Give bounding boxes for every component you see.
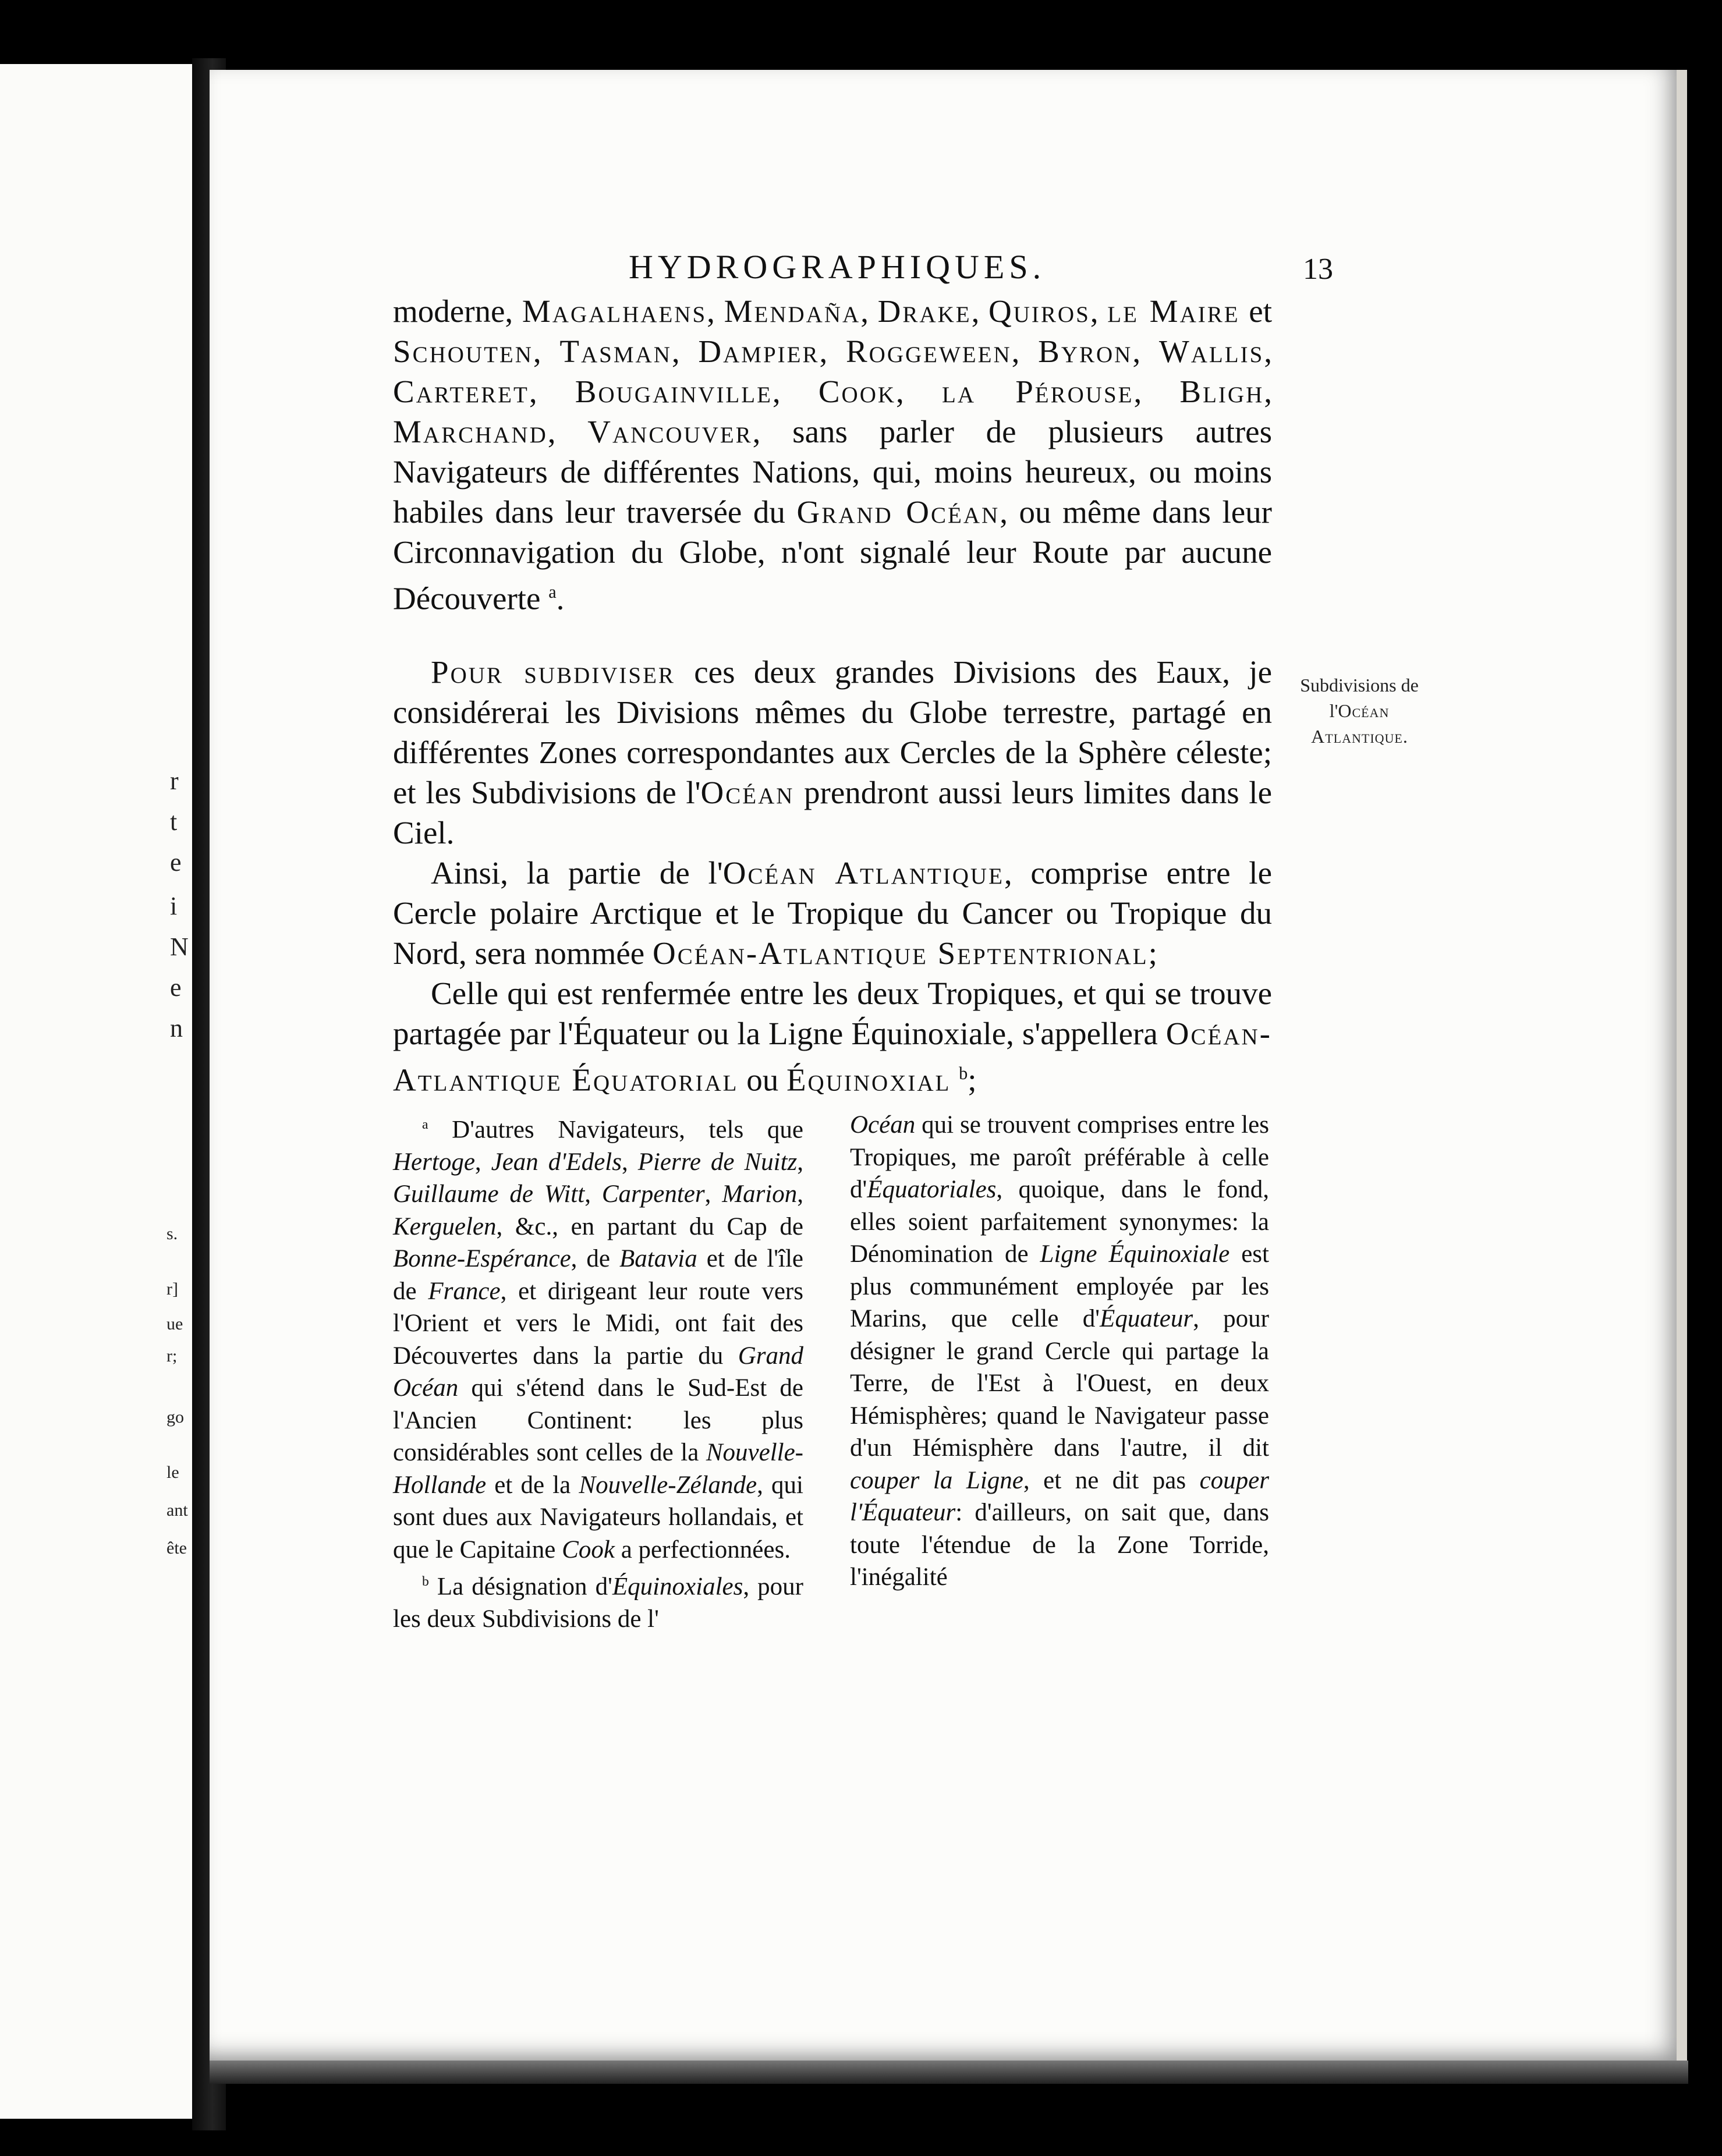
footnotes-right-column — [850, 1109, 1269, 1594]
left-page-letter: ant — [166, 1501, 188, 1520]
left-page-letter: r] — [166, 1279, 178, 1299]
paragraph-atlantique-equatorial: Celle qui est renfermée entre les deux Tropiques, et qui se trouve partagée par l'Équateur ou la Ligne Équinoxiale, s'appellera Océan-Atlantique Équatorial ou Équinoxial $^b$; — [393, 976, 1272, 1098]
left-page-letter: e — [170, 848, 182, 877]
left-page-letter: n — [170, 1014, 183, 1042]
main-text-block-2 — [393, 652, 1272, 1100]
left-page-letter: e — [170, 973, 182, 1002]
left-page-letter: r; — [166, 1346, 178, 1366]
page-bottom-edge — [210, 2061, 1688, 2084]
footnote-b-continued: Océan qui se trouvent comprises entre les Tropiques, me paroît préférable à celle d'Équatoriales, quoique, dans le fond, elles soient parfaitement synonymes: la Dénomination de Ligne Équinoxiale est plus communément employée par les Marins, que celle d'Équateur, pour désigner le grand Cercle qui partage la Terre, de l'Est à l'Ouest, en deux Hémisphères; quand le Navigateur passe d'un Hémisphère dans l'autre, il dit couper la Ligne, et ne dit pas couper l'Équateur: d'ailleurs, on sait que, dans toute l'étendue de la Zone Torride, l'inégalité — [850, 1111, 1269, 1591]
page-number: 13 — [1303, 253, 1333, 286]
left-page-letter: i — [170, 892, 178, 920]
left-page-letter: t — [170, 807, 178, 836]
left-page-edge — [0, 64, 192, 2119]
running-title: HYDROGRAPHIQUES. — [629, 248, 1046, 286]
left-page-letter: ête — [166, 1538, 187, 1558]
left-page-letter: r — [170, 767, 179, 795]
left-page-letter: ue — [166, 1314, 183, 1334]
paragraph-atlantique-septentrional: Ainsi, la partie de l'Océan Atlantique, comprise entre le Cercle polaire Arctique et le Tropique du Cancer ou Tropique du Nord, sera nommée Océan-Atlantique Septentrional; — [393, 855, 1272, 971]
footnote-a: $^a$ D'autres Navigateurs, tels que Hertoge, Jean d'Edels, Pierre de Nuitz, Guillaume de Witt, Carpenter, Marion, Kerguelen, &c., en partant du Cap de Bonne-Espérance, de Batavia et de l'île de France, et dirigeant leur route vers l'Orient et vers le Midi, ont fait des Découvertes dans la partie du Grand Océan qui s'étend dans le Sud-Est de l'Ancien Continent: les plus considérables sont celles de la Nouvelle-Hollande et de la Nouvelle-Zélande, qui sont dues aux Navigateurs hollandais, et que le Capitaine Cook a perfectionnées. — [393, 1116, 804, 1563]
footnotes-left-column — [393, 1109, 803, 1636]
footnote-b-start: $^b$ La désignation d'Équinoxiales, pour les deux Subdivisions de l' — [393, 1573, 803, 1633]
paragraph-navigators: moderne, Magalhaens, Mendaña, Drake, Quiros, le Maire et Schouten, Tasman, Dampier, Roggeween, Byron, Wallis, Carteret, Bougainville, Cook, la Pérouse, Bligh, Marchand, Vancouver, sans parler de plusieurs autres Navigateurs de différentes Nations, qui, moins heureux, ou moins habiles dans leur traversée du Grand Océan, ou même dans leur Circonnavigation du Globe, n'ont signalé leur Route par aucune Découverte $^a$. — [393, 293, 1273, 616]
left-page-letter: s. — [166, 1224, 178, 1243]
main-text-block-1 — [393, 291, 1272, 618]
left-page-letter: go — [166, 1407, 184, 1427]
paragraph-subdiviser: Pour subdiviser ces deux grandes Divisions des Eaux, je considérerai les Divisions mêmes du Globe terrestre, partagé en différentes Zones correspondantes aux Cercles de la Sphère céleste; et les Subdivisions de l'Océan prendront aussi leurs limites dans le Ciel. — [393, 654, 1272, 850]
running-header — [629, 247, 1386, 288]
margin-note: Subdivisions de l'Océan Atlantique. — [1300, 675, 1419, 747]
left-page-letter: le — [166, 1463, 179, 1482]
left-page-letter: N — [170, 932, 189, 961]
